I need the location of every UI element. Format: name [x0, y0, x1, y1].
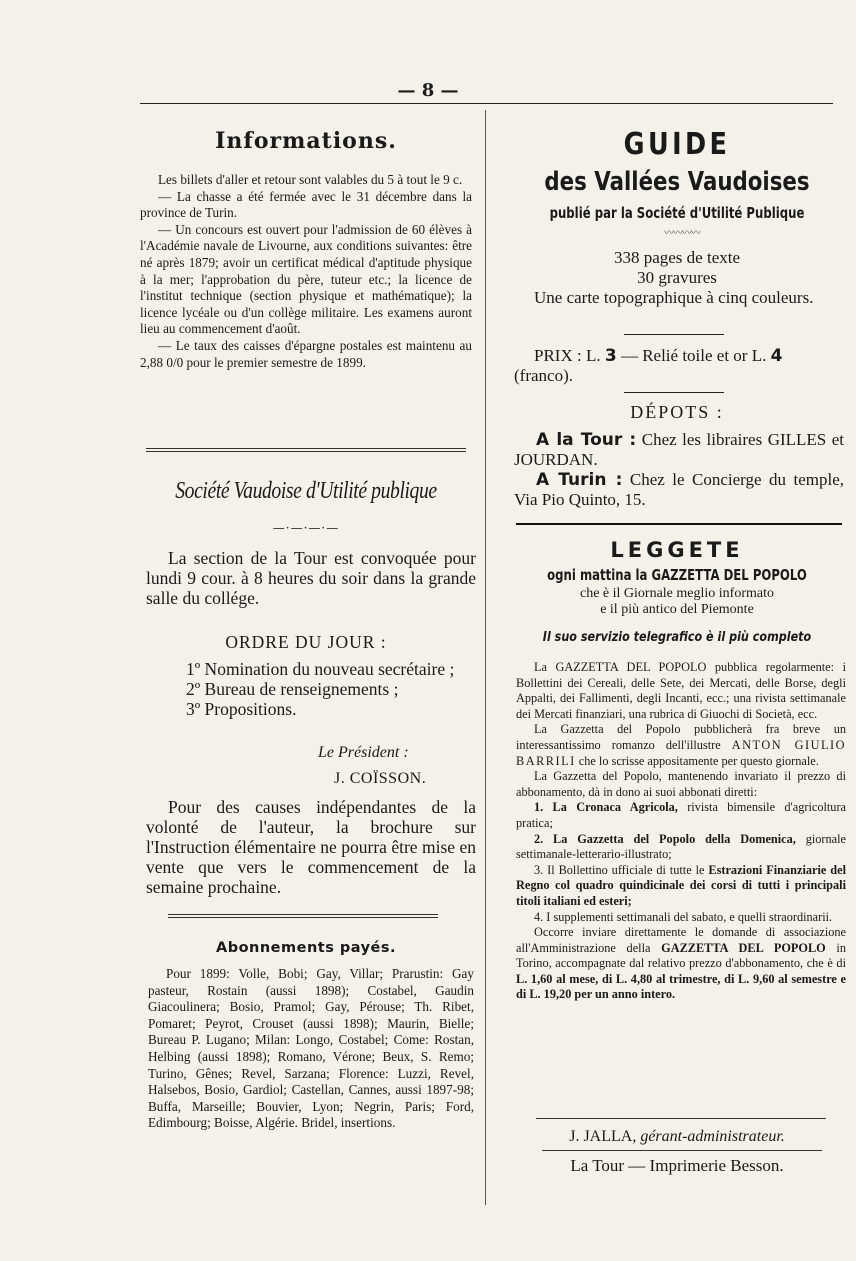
gazzetta-bold: 2. La Gazzetta del Popolo della Domenica,: [534, 831, 796, 846]
imprimerie-line: La Tour — Imprimerie Besson.: [570, 1156, 784, 1175]
depots-title: DÉPOTS :: [630, 402, 724, 422]
abonnements-body: [148, 966, 474, 1132]
informations-body: [140, 172, 472, 371]
depot-tour-label: A la Tour :: [536, 430, 637, 450]
footer-rule: [536, 1118, 826, 1119]
gazzetta-bold: GAZZETTA DEL POPOLO: [661, 940, 826, 955]
info-paragraph: — Le taux des caisses d'épargne postales est maintenu au 2,88 0/0 pour le premier semestre de 1899.: [140, 337, 472, 370]
notice-paragraph: Pour des causes indépendantes de la volonté de l'auteur, la brochure sur l'Instruction élémentaire ne pourra être mise en vente que vers le commencement de la semaine prochaine.: [146, 797, 476, 897]
gazzetta-list-item: [516, 863, 846, 910]
depot-turin-text: Chez le Concierge du temple, Via Pio Quinto, 15.: [514, 470, 845, 509]
convocation-paragraph: La section de la Tour est convoquée pour lundi 9 cour. à 8 heures du soir dans la grande salle du collége.: [146, 548, 476, 608]
gazzetta-bold: Estrazioni Finanziarie del Regno col quadro quindicinale dei corsi di tutti i principali titoli italiani ed esteri;: [516, 862, 846, 908]
informations-title: Informations.: [215, 128, 397, 154]
gazzetta-line1: ogni mattina la GAZZETTA DEL POPOLO: [547, 566, 807, 584]
gazzetta-text: rivista bimensile d'agricoltura pratica;: [516, 800, 846, 830]
header-rule: [140, 103, 833, 104]
guide-carte: [514, 288, 840, 308]
gazzetta-list-item: [516, 800, 846, 831]
gazzetta-paragraph: [516, 925, 846, 1003]
agenda-item: 1º Nomination du nouveau secrétaire ;: [186, 659, 455, 679]
gazzetta-text: 3. Il Bollettino ufficiale di tutte le: [534, 862, 705, 877]
gazzetta-text: che lo scrisse appositamente per questo giornale.: [578, 753, 819, 768]
depot-tour: [514, 430, 844, 470]
gazzetta-bold: 1. La Cronaca Agricola,: [534, 800, 678, 815]
column-divider: [485, 110, 486, 1205]
short-rule: [624, 334, 724, 335]
info-paragraph: — Un concours est ouvert pour l'admission de 60 élèves à l'Académie navale de Livourne, aux conditions suivantes: être né après 1879; avoir un certificat médical d'aptitude physique à la mer; l'approbation du père, tuteur etc.; la licence de l'institut technique (section physique et mathématique); la licence lycéale ou d'un collège militaire. Les examens auront lieu au commencement d'août.: [140, 221, 472, 337]
prix-label: PRIX : L.: [534, 346, 601, 365]
gerant-role: gérant-administrateur.: [640, 1128, 785, 1145]
depot-tour-text: Chez les libraires GILLES et JOURDAN.: [514, 430, 845, 469]
prix-value-1: 3: [604, 346, 617, 366]
guide-gravures: 30 gravures: [637, 268, 717, 287]
prix-value-2: 4: [770, 346, 783, 366]
gazzetta-body: [516, 660, 846, 1003]
guide-subtitle: des Vallées Vaudoises: [544, 167, 810, 197]
gazzetta-line2: che è il Giornale meglio informato: [580, 586, 774, 601]
abonnements-title: Abonnements payés.: [215, 940, 397, 956]
gazzetta-line3: e il più antico del Piemonte: [600, 602, 754, 617]
president-label: Le Président :: [318, 744, 409, 761]
societe-title: Société Vaudoise d'Utilité publique: [175, 478, 437, 504]
page-number: — 8 —: [397, 80, 459, 101]
guide-price: [514, 346, 844, 386]
gazzetta-paragraph: La GAZZETTA DEL POPOLO pubblica regolarmente: i Bollettini dei Cereali, delle Sete, dei Mercati, delle Borse, degli Appalti, dei Fallimenti, degli Incanti, ecc.; una rivista settimanale dei Mercati finanziari, una rubrica di Giuochi di Società, ecc.: [516, 660, 846, 721]
agenda-list: [148, 659, 472, 719]
guide-publisher: publié par la Société d'Utilité Publique: [549, 204, 805, 222]
guide-pages: 338 pages de texte: [613, 248, 741, 267]
depots-list: [514, 430, 844, 510]
gerant-line: [512, 1128, 842, 1146]
gazzetta-servizio: Il suo servizio telegrafico è il più completo: [542, 630, 812, 645]
footer-rule: [542, 1150, 822, 1151]
info-paragraph: Les billets d'aller et retour sont valables du 5 à tout le 9 c.: [158, 172, 463, 187]
ordre-du-jour-title: ORDRE DU JOUR :: [225, 632, 387, 652]
gazzetta-text: giornale settimanale-letterario-illustrato;: [516, 831, 846, 862]
guide-title: GUIDE: [623, 127, 731, 162]
brochure-notice: [146, 797, 476, 897]
gazzetta-text: in Torino, accompagnate dal relativo prezzo d'abbonamento, che è di: [516, 940, 846, 971]
prix-end: (franco).: [514, 366, 573, 385]
gerant-name: J. JALLA,: [569, 1128, 637, 1145]
gazzetta-prices: L. 1,60 al mese, di L. 4,80 al trimestre, di L. 9,60 al semestre e di L. 19,20 per un anno intero.: [516, 971, 846, 1002]
guide-contents: [512, 248, 842, 288]
agenda-item: 2º Bureau de renseignements ;: [186, 679, 399, 699]
convocation-text: [146, 548, 476, 608]
abonnements-paragraph: Pour 1899: Volle, Bobi; Gay, Villar; Prarustin: Gay pasteur, Rostain (aussi 1898); Costabel, Gaudin Giacoulinera; Bosio, Pramol; Gay, Pérouse; Th. Ribet, Pomaret; Peyrot, Crouset (aussi 1898); Maurin, Bielle; Bureau P. Lugano; Milan: Longo, Costabel; Come: Rostan, Helbing (aussi 1898); Romano, Vérone; Beux, S. Remo; Turino, Gênes; Revel, Sarzana; Florence: Luzzi, Revel, Halsebos, Bosio, Gardiol; Castellan, Cannes, aussi 1897-98; Buffa, Marseille; Bouvier, Lyon; Negrin, Paris; Ford, Edimbourg; Boisse, Algérie. Bridel, insertions.: [148, 966, 474, 1131]
gazzetta-title: LEGGETE: [610, 538, 744, 562]
prix-mid: — Relié toile et or L.: [620, 346, 767, 365]
gazzetta-paragraph: La Gazzetta del Popolo, mantenendo invariato il prezzo di abbonamento, dà in dono ai suoi abbonati diretti:: [516, 769, 846, 799]
section-divider: [516, 523, 842, 525]
short-rule: [624, 392, 724, 393]
gazzetta-list-item: [516, 832, 846, 863]
section-divider: [146, 448, 466, 452]
author-name: ANTON GIULIO BARRILI: [516, 737, 846, 768]
depot-turin: [514, 470, 844, 510]
ornament-wave: 〰〰〰〰: [664, 228, 700, 239]
section-divider: [168, 914, 438, 918]
info-paragraph: — La chasse a été fermée avec le 31 décembre dans la province de Turin.: [140, 188, 472, 221]
gazzetta-list-item: 4. I supplementi settimanali del sabato, e quelli straordinarii.: [534, 909, 833, 924]
agenda-item: 3º Propositions.: [186, 699, 297, 719]
ornament-rule: —·—·—·—: [272, 521, 340, 535]
gazzetta-text: Occorre inviare direttamente le domande di associazione all'Amministrazione della: [516, 925, 846, 955]
carte-text: Une carte topographique à cinq couleurs.: [534, 288, 814, 307]
gazzetta-paragraph: [516, 722, 846, 769]
gazzetta-tagline: [512, 586, 842, 618]
president-name: J. COÏSSON.: [334, 770, 427, 787]
gazzetta-text: La Gazzetta del Popolo pubblicherà fra breve un interessantissimo romanzo dell'illustre: [516, 722, 846, 752]
depot-turin-label: A Turin :: [536, 470, 623, 490]
